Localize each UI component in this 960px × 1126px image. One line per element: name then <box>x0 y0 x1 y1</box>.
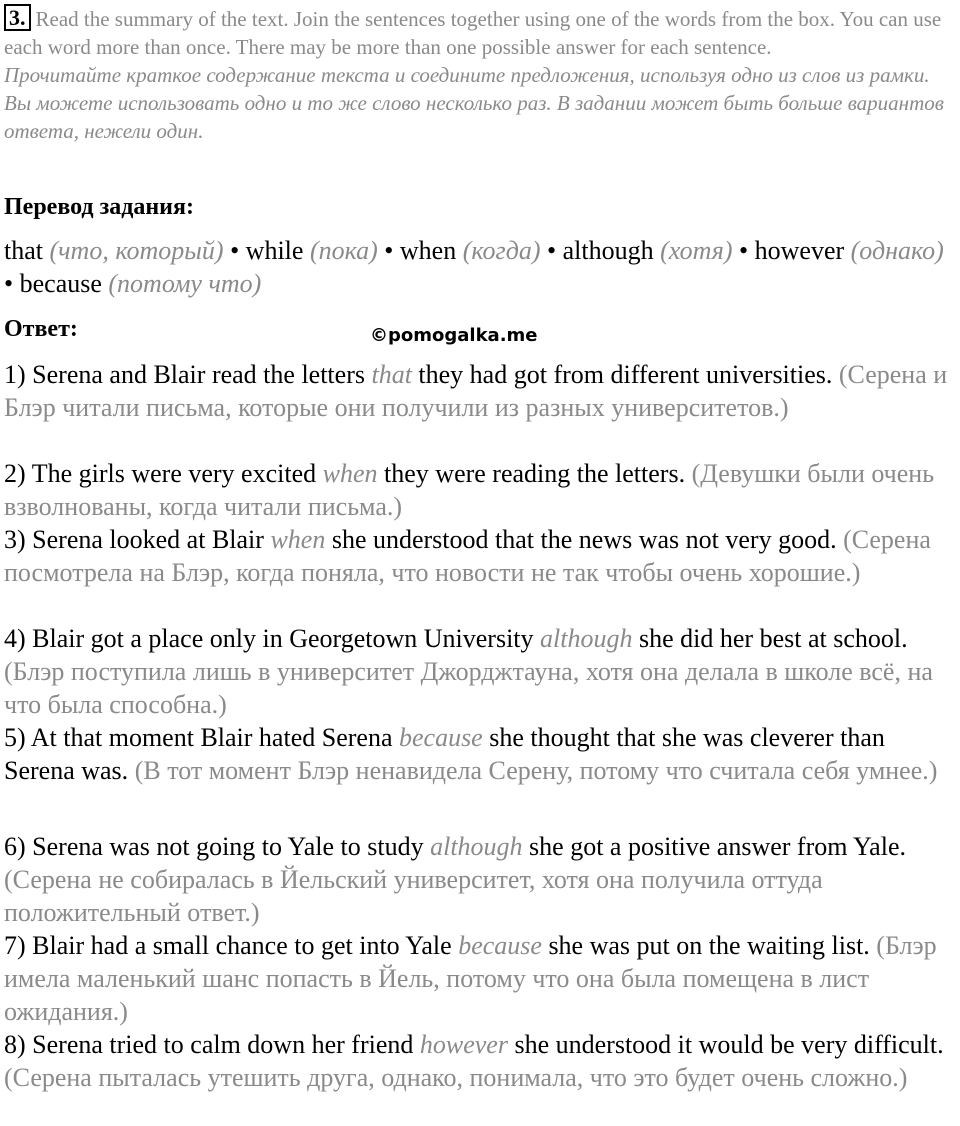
answer-text: she got a positive answer from Yale. <box>529 832 906 861</box>
answer-number: 6) <box>4 832 26 861</box>
answer-text: she did her best at school. <box>638 624 908 653</box>
answer-text: Serena and Blair read the letters <box>32 360 365 389</box>
answer-keyword: when <box>322 459 378 488</box>
answer-text: they had got from different universities. <box>418 360 833 389</box>
word-en: when <box>399 236 457 265</box>
answer-keyword: because <box>398 723 483 752</box>
answer-translation: (Серена не собиралась в Йельский университет, хотя она получила оттуда положительный ответ.) <box>4 865 823 927</box>
answer-text: she thought that she was cleverer than Serena was. <box>4 723 885 785</box>
answer-text: she understood it would be very difficult. <box>514 1030 944 1059</box>
task-instruction-en: Read the summary of the text. Join the sentences together using one of the words from the box. You can use each word more than once. There may be more than one possible answer for each sentence. <box>4 7 942 59</box>
answer-number: 1) <box>4 360 26 389</box>
answer-translation: (Серена пыталась утешить друга, однако, понимала, что это будет очень сложно.) <box>4 1063 908 1092</box>
answer-number: 8) <box>4 1030 26 1059</box>
answer-text: Blair had a small chance to get into Yale <box>32 931 452 960</box>
answer-text: she was put on the waiting list. <box>548 931 870 960</box>
answer-translation: (Девушки были очень взволнованы, когда читали письма.) <box>4 459 935 521</box>
answer-keyword: when <box>270 525 326 554</box>
answer-heading: Ответ: <box>4 316 78 342</box>
answer-translation: (Блэр имела маленький шанс попасть в Йель, потому что она была помещена в лист ожидания.) <box>4 931 937 1026</box>
word-en: although <box>562 236 654 265</box>
answer-number: 4) <box>4 624 26 653</box>
word-separator: • <box>547 236 557 265</box>
word-separator: • <box>230 236 240 265</box>
translation-heading: Перевод задания: <box>4 194 194 220</box>
task-instruction-ru: Прочитайте краткое содержание текста и соедините предложения, используя одно из слов из рамки. Вы можете использовать одно и то же слово несколько раз. В задании может быть больше вариантов ответа, нежели один. <box>4 63 944 143</box>
word-en: because <box>19 269 102 298</box>
answer-keyword: although <box>540 624 633 653</box>
answer-text: Serena tried to calm down her friend <box>32 1030 414 1059</box>
word-en: while <box>245 236 304 265</box>
answer-number: 3) <box>4 525 26 554</box>
answer-item <box>4 830 960 929</box>
answer-item <box>4 721 960 787</box>
word-ru: (хотя) <box>660 236 733 265</box>
answer-translation: (В тот момент Блэр ненавидела Серену, потому что считала себя умнее.) <box>134 756 938 785</box>
word-separator: • <box>739 236 749 265</box>
answer-text: Blair got a place only in Georgetown University <box>32 624 534 653</box>
task-instructions <box>4 4 956 145</box>
word-separator: • <box>4 269 14 298</box>
answer-item <box>4 457 960 523</box>
answer-item <box>4 358 960 424</box>
answer-item <box>4 622 960 721</box>
answer-translation: (Блэр поступила лишь в университет Джорджтауна, хотя она делала в школе всё, на что была способна.) <box>4 657 933 719</box>
answer-text: they were reading the letters. <box>384 459 686 488</box>
watermark: ©pomogalka.me <box>370 325 538 346</box>
answer-number: 5) <box>4 723 26 752</box>
word-ru: (пока) <box>309 236 378 265</box>
answer-item <box>4 929 960 1028</box>
answer-text: At that moment Blair hated Serena <box>30 723 393 752</box>
answer-keyword: however <box>419 1030 508 1059</box>
word-ru: (когда) <box>462 236 541 265</box>
word-en: however <box>754 236 845 265</box>
word-ru: (потому что) <box>108 269 262 298</box>
answer-text: Serena was not going to Yale to study <box>32 832 424 861</box>
answer-translation: (Серена посмотрела на Блэр, когда поняла, что новости не так чтобы очень хорошие.) <box>4 525 931 587</box>
answer-item <box>4 1028 960 1094</box>
answer-text: she understood that the news was not very good. <box>331 525 837 554</box>
answer-text: Serena looked at Blair <box>32 525 264 554</box>
word-box <box>4 234 956 300</box>
answer-text: The girls were very excited <box>31 459 317 488</box>
task-number: 3. <box>4 4 31 31</box>
word-en: that <box>4 236 43 265</box>
word-ru: (что, который) <box>49 236 224 265</box>
answer-number: 7) <box>4 931 26 960</box>
answer-keyword: although <box>430 832 523 861</box>
answer-keyword: that <box>371 360 412 389</box>
answer-keyword: because <box>458 931 542 960</box>
answer-translation: (Серена и Блэр читали письма, которые они получили из разных университетов.) <box>4 360 948 422</box>
answer-number: 2) <box>4 459 26 488</box>
word-separator: • <box>384 236 394 265</box>
word-ru: (однако) <box>850 236 944 265</box>
answer-item <box>4 523 960 589</box>
